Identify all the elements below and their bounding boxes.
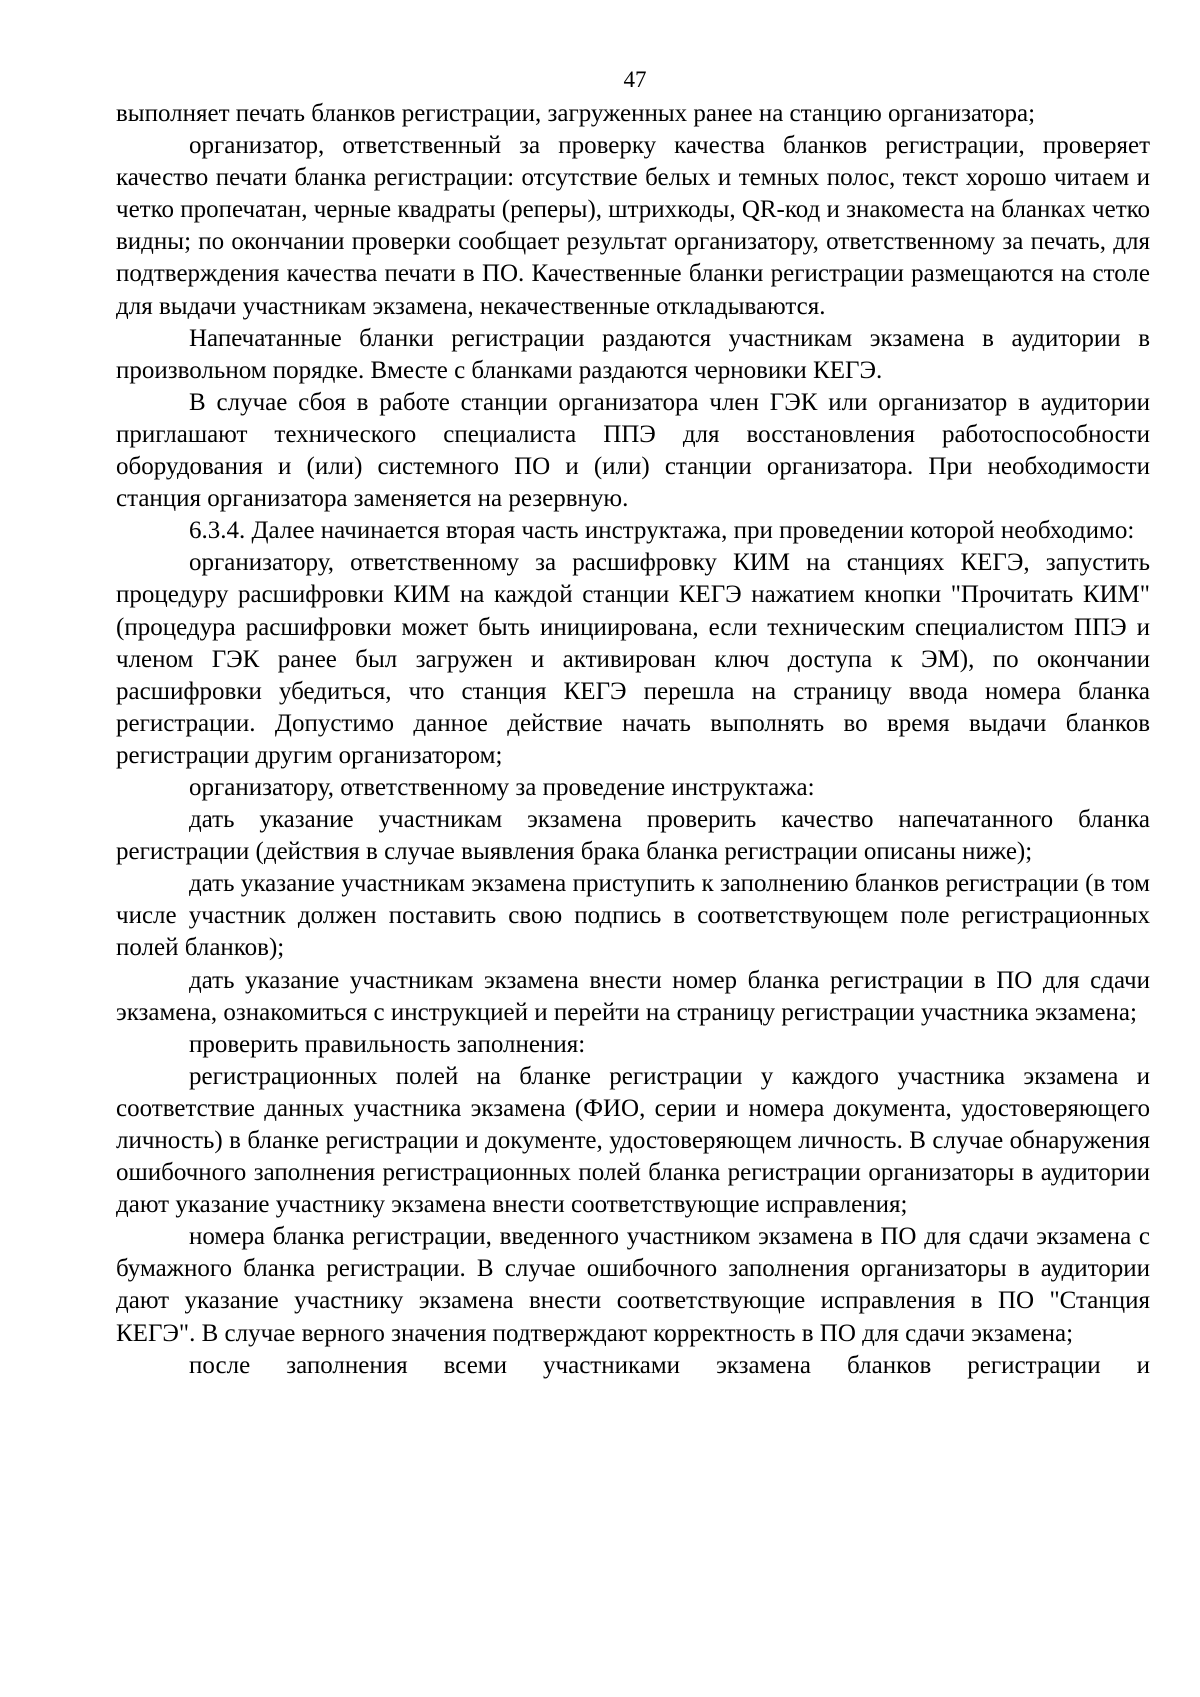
paragraph: организатору, ответственному за проведение инструктажа: xyxy=(189,773,815,801)
paragraph: после заполнения всеми участниками экзамена бланков регистрации и xyxy=(189,1351,1150,1379)
page-number: 47 xyxy=(623,67,647,92)
paragraph: организатору, ответственному за расшифровку КИМ на станциях КЕГЭ, запустить процедуру расшифровки КИМ на каждой станции КЕГЭ нажатием кнопки "Прочитать КИМ" (процедура расшифровки может быть инициирована, если техническим специалистом ППЭ и членом ГЭК ранее был загружен и активирован ключ доступа к ЭМ), по окончании расшифровки убедиться, что станция КЕГЭ перешла на страницу ввода номера бланка регистрации. Допустимо данное действие начать выполнять во время выдачи бланков регистрации другим организатором; xyxy=(116,549,1150,769)
document-body xyxy=(116,98,1150,1382)
paragraph: выполняет печать бланков регистрации, загруженных ранее на станцию организатора; xyxy=(116,100,1036,127)
paragraph: регистрационных полей на бланке регистрации у каждого участника экзамена и соответствие данных участника экзамена (ФИО, серии и номера документа, удостоверяющего личность) в бланке регистрации и документе, удостоверяющем личность. В случае обнаружения ошибочного заполнения регистрационных полей бланка регистрации организаторы в аудитории дают указание участнику экзамена внести соответствующие исправления; xyxy=(116,1062,1150,1219)
paragraph: В случае сбоя в работе станции организатора член ГЭК или организатор в аудитории приглашают технического специалиста ППЭ для восстановления работоспособности оборудования и (или) системного ПО и (или) станции организатора. При необходимости станция организатора заменяется на резервную. xyxy=(116,388,1150,513)
paragraph: организатор, ответственный за проверку качества бланков регистрации, проверяет качество печати бланка регистрации: отсутствие белых и темных полос, текст хорошо читаем и четко пропечатан, черные квадраты (реперы), штрихкоды, QR-код и знакоместа на бланках четко видны; по окончании проверки сообщает результат организатору, ответственному за печать, для подтверждения качества печати в ПО. Качественные бланки регистрации размещаются на столе для выдачи участникам экзамена, некачественные откладываются. xyxy=(116,132,1150,320)
paragraph: номера бланка регистрации, введенного участником экзамена в ПО для сдачи экзамена с бумажного бланка регистрации. В случае ошибочного заполнения организаторы в аудитории дают указание участнику экзамена внести соответствующие исправления в ПО "Станция КЕГЭ". В случае верного значения подтверждают корректность в ПО для сдачи экзамена; xyxy=(116,1223,1150,1347)
paragraph: дать указание участникам экзамена приступить к заполнению бланков регистрации (в том числе участник должен поставить свою подпись в соответствующем поле регистрационных полей бланков); xyxy=(116,870,1150,962)
paragraph: проверить правильность заполнения: xyxy=(189,1030,586,1058)
paragraph: дать указание участникам экзамена проверить качество напечатанного бланка регистрации (действия в случае выявления брака бланка регистрации описаны ниже); xyxy=(116,806,1150,866)
paragraph: дать указание участникам экзамена внести номер бланка регистрации в ПО для сдачи экзамена, ознакомиться с инструкцией и перейти на страницу регистрации участника экзамена; xyxy=(116,966,1150,1026)
paragraph: 6.3.4. Далее начинается вторая часть инструктажа, при проведении которой необходимо: xyxy=(189,517,1135,545)
paragraph: Напечатанные бланки регистрации раздаются участникам экзамена в аудитории в произвольном порядке. Вместе с бланками раздаются черновики КЕГЭ. xyxy=(116,324,1150,384)
